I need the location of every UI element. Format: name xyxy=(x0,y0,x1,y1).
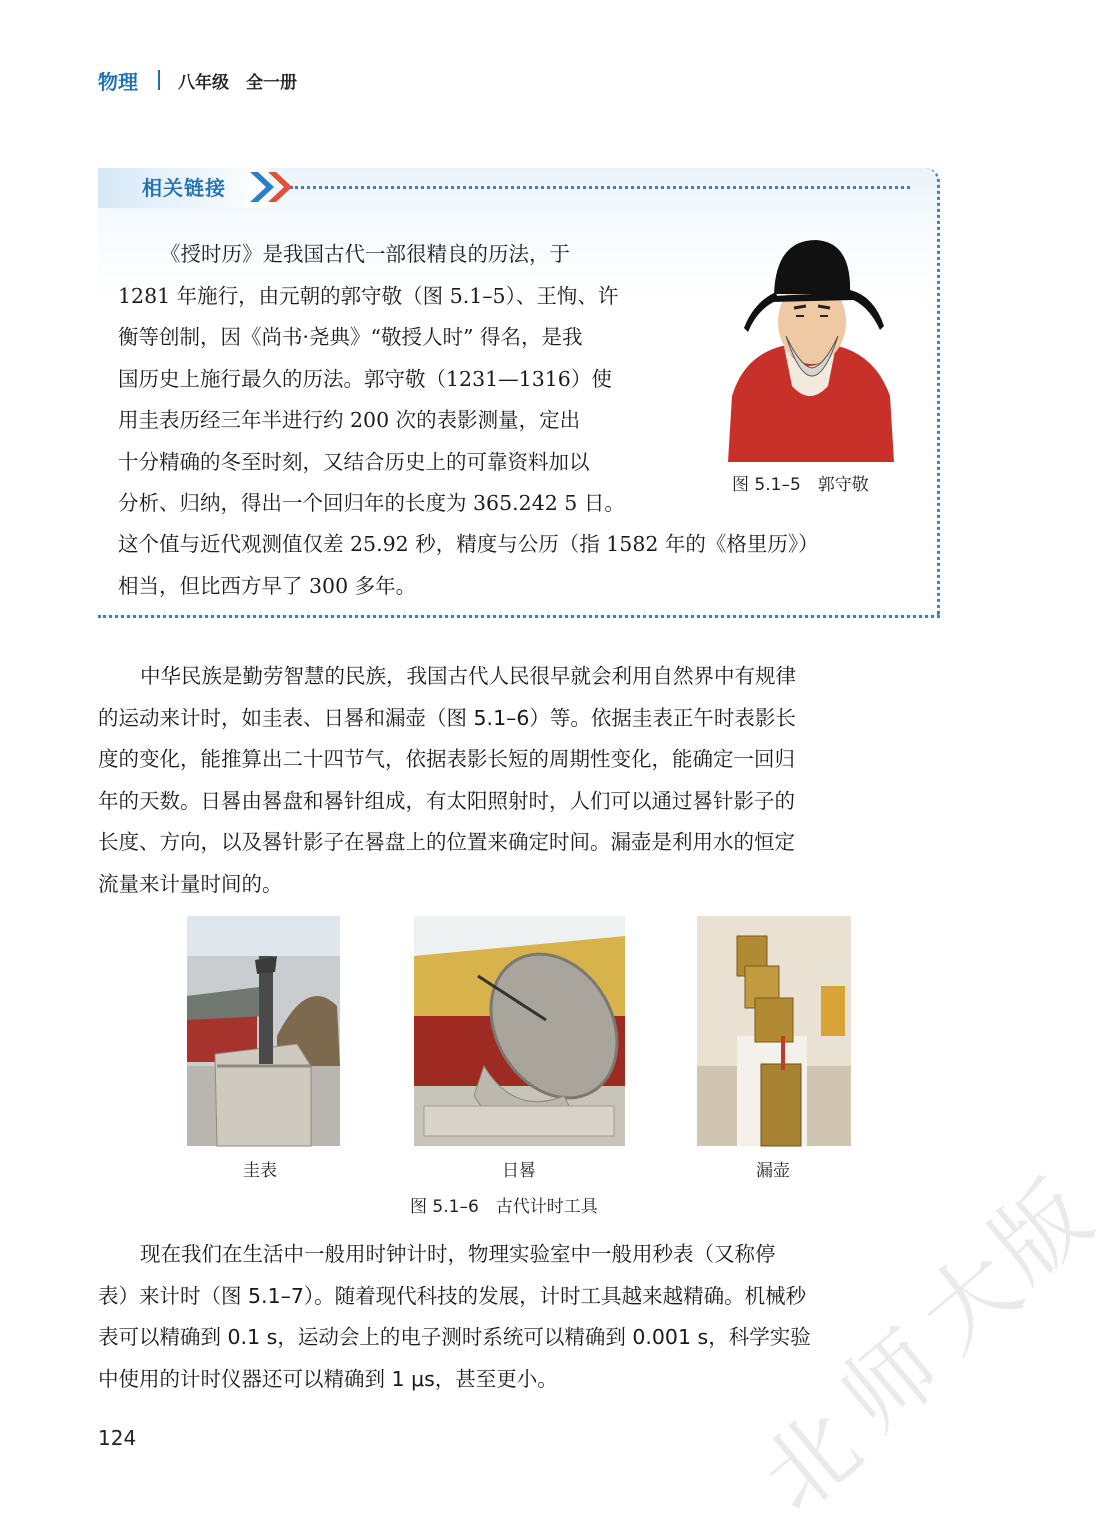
sidebar-line: 分析、归纳，得出一个回归年的长度为 365.242 5 日。 xyxy=(118,491,625,515)
box-top-dotted-line xyxy=(290,186,910,189)
sidebar-line: 十分精确的冬至时刻，又结合历史上的可靠资料加以 xyxy=(118,449,590,474)
body-line: 中华民族是勤劳智慧的民族，我国古代人民很早就会利用自然界中有规律 xyxy=(140,664,796,688)
page-number: 124 xyxy=(98,1426,137,1450)
figure-caption-5-1-5: 图 5.1–5 郭守敬 xyxy=(732,475,869,495)
sidebar-paragraph-bottom xyxy=(118,524,918,607)
sidebar-line: 衡等创制，因《尚书·尧典》“敬授人时” 得名，是我 xyxy=(118,325,583,349)
sidebar-line: 这个值与近代观测值仅差 25.92 秒，精度与公历（指 1582 年的《格里历》） xyxy=(118,532,819,556)
body-line: 年的天数。日晷由晷盘和晷针组成，有太阳照射时，人们可以通过晷针影子的 xyxy=(98,788,795,813)
body-paragraph-2 xyxy=(98,1234,944,1400)
sidebar-line: 用圭表历经三年半进行约 200 次的表影测量，定出 xyxy=(118,408,581,432)
body-line: 度的变化，能推算出二十四节气，依据表影长短的周期性变化，能确定一回归 xyxy=(98,747,795,771)
header-divider xyxy=(158,70,160,90)
figure-caption-5-1-6: 图 5.1–6 古代计时工具 xyxy=(410,1197,598,1217)
sidebar-line: 相当，但比西方早了 300 多年。 xyxy=(118,573,417,598)
portrait-guo-shoujing xyxy=(724,236,896,462)
related-link-tag: 相关链接 xyxy=(142,176,226,200)
photo-gnomon xyxy=(187,916,340,1146)
body-line: 表可以精确到 0.1 s，运动会上的电子测时系统可以精确到 0.001 s，科学实验 xyxy=(98,1325,811,1349)
double-chevron-icon xyxy=(248,170,296,204)
body-line: 流量来计量时间的。 xyxy=(98,871,283,896)
header-grade: 八年级 全一册 xyxy=(178,72,297,93)
body-line: 长度、方向，以及晷针影子在晷盘上的位置来确定时间。漏壶是利用水的恒定 xyxy=(98,830,795,854)
sidebar-line: 国历史上施行最久的历法。郭守敬（1231—1316）使 xyxy=(118,366,612,391)
photo-water-clock xyxy=(697,916,851,1146)
running-header xyxy=(98,64,297,96)
photo-sundial xyxy=(414,916,625,1146)
publisher-watermark: 北 师 大 版 xyxy=(741,1161,1111,1533)
body-paragraph-1 xyxy=(98,656,944,905)
header-subject: 物理 xyxy=(98,69,138,94)
body-line: 的运动来计时，如圭表、日晷和漏壶（图 5.1–6）等。依据圭表正午时表影长 xyxy=(98,705,796,730)
sidebar-line: 1281 年施行，由元朝的郭守敬（图 5.1–5）、王恂、许 xyxy=(118,283,619,308)
body-line: 表）来计时（图 5.1–7）。随着现代科技的发展，计时工具越来越精确。机械秒 xyxy=(98,1283,807,1308)
body-line: 中使用的计时仪器还可以精确到 1 μs，甚至更小。 xyxy=(98,1366,558,1391)
sidebar-line: 《授时历》是我国古代一部很精良的历法，于 xyxy=(160,242,570,266)
photo-caption-sundial: 日晷 xyxy=(502,1161,536,1181)
photo-caption-water-clock: 漏壶 xyxy=(756,1161,790,1181)
photo-caption-gnomon: 圭表 xyxy=(243,1161,277,1181)
body-line: 现在我们在生活中一般用时钟计时，物理实验室中一般用秒表（又称停 xyxy=(140,1242,776,1266)
sidebar-paragraph-top xyxy=(118,234,688,525)
